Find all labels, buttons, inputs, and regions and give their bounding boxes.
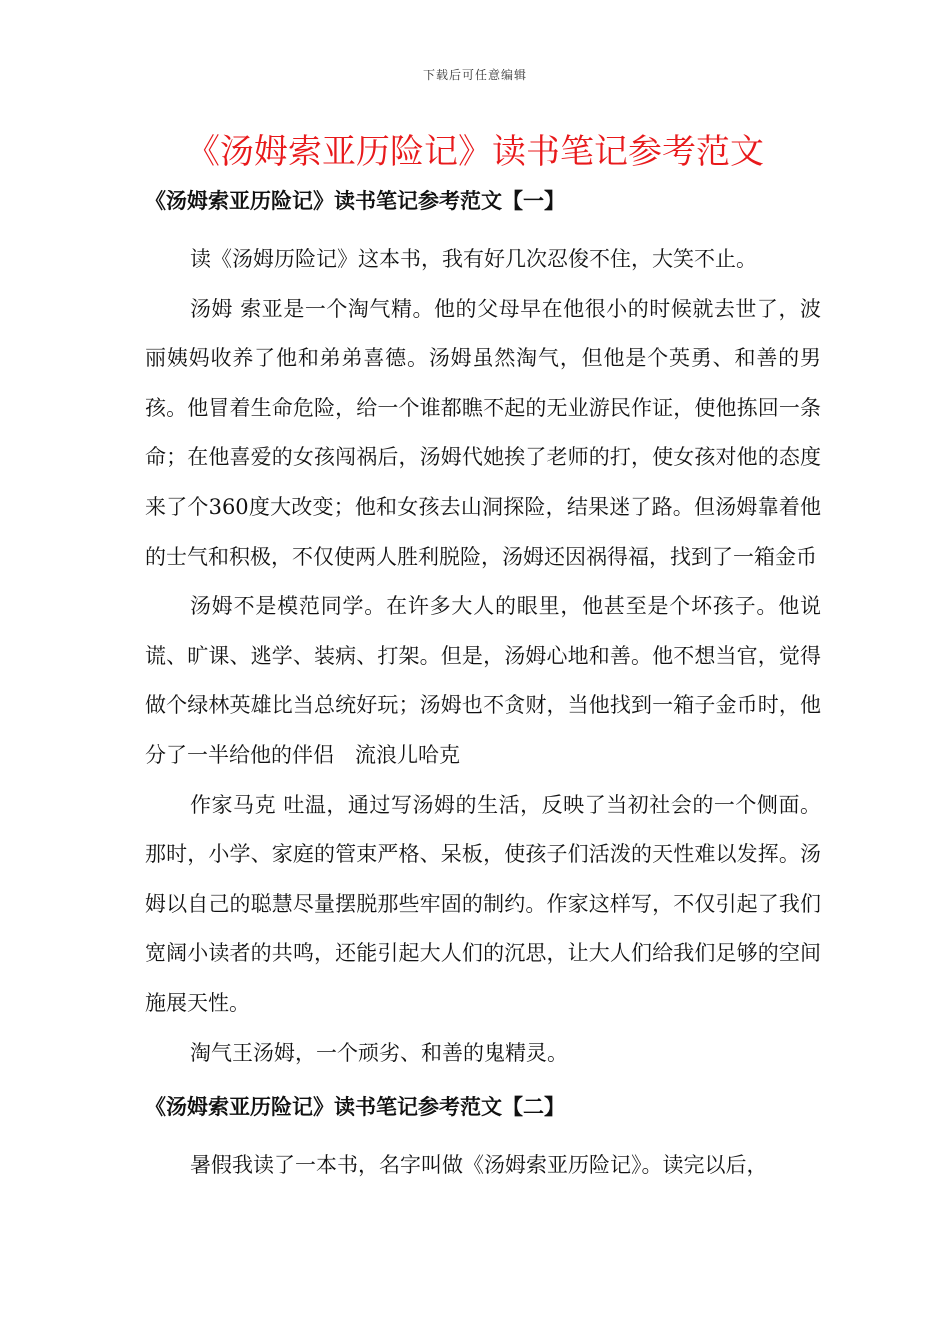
- paragraph: 汤姆 索亚是一个淘气精。他的父母早在他很小的时候就去世了，波丽姨妈收养了他和弟弟喜德。汤姆虽然淘气，但他是个英勇、和善的男孩。他冒着生命危险，给一个谁都瞧不起的无业游民作证，使他拣回一条命；在他喜爱的女孩闯祸后，汤姆代她挨了老师的打，使女孩对他的态度来了个360度大改变；他和女孩去山洞探险，结果迷了路。但汤姆靠着他的士气和积极，不仅使两人胜利脱险，汤姆还因祸得福，找到了一箱金币: [145, 296, 821, 569]
- document-body: [145, 182, 821, 1191]
- paragraph: 汤姆不是模范同学。在许多大人的眼里，他甚至是个坏孩子。他说谎、旷课、逃学、装病、打架。但是，汤姆心地和善。他不想当官，觉得做个绿林英雄比当总统好玩；汤姆也不贪财，当他找到一箱子金币时，他分了一半给他的伴侣 流浪儿哈克: [145, 594, 821, 767]
- section-two: [145, 1088, 821, 1191]
- paragraph: 读《汤姆历险记》这本书，我有好几次忍俊不住，大笑不止。: [190, 247, 757, 271]
- paragraph: 暑假我读了一本书，名字叫做《汤姆索亚历险记》。读完以后，: [190, 1153, 768, 1178]
- section-heading: 《汤姆索亚历险记》读书笔记参考范文【一】: [145, 188, 565, 213]
- section-heading: 《汤姆索亚历险记》读书笔记参考范文【二】: [145, 1094, 565, 1120]
- section-one: [145, 182, 821, 1078]
- document-title: 《汤姆索亚历险记》读书笔记参考范文: [186, 132, 764, 172]
- paragraph: 作家马克 吐温，通过写汤姆的生活，反映了当初社会的一个侧面。那时，小学、家庭的管束严格、呆板，使孩子们活泼的天性难以发挥。汤姆以自己的聪慧尽量摆脱那些牢固的制约。作家这样写，不仅引起了我们宽阔小读者的共鸣，还能引起大人们的沉思，让大人们给我们足够的空间施展天性。: [145, 792, 821, 1015]
- paragraph: 淘气王汤姆，一个顽劣、和善的鬼精灵。: [190, 1040, 568, 1065]
- header-note: 下载后可任意编辑: [422, 68, 527, 82]
